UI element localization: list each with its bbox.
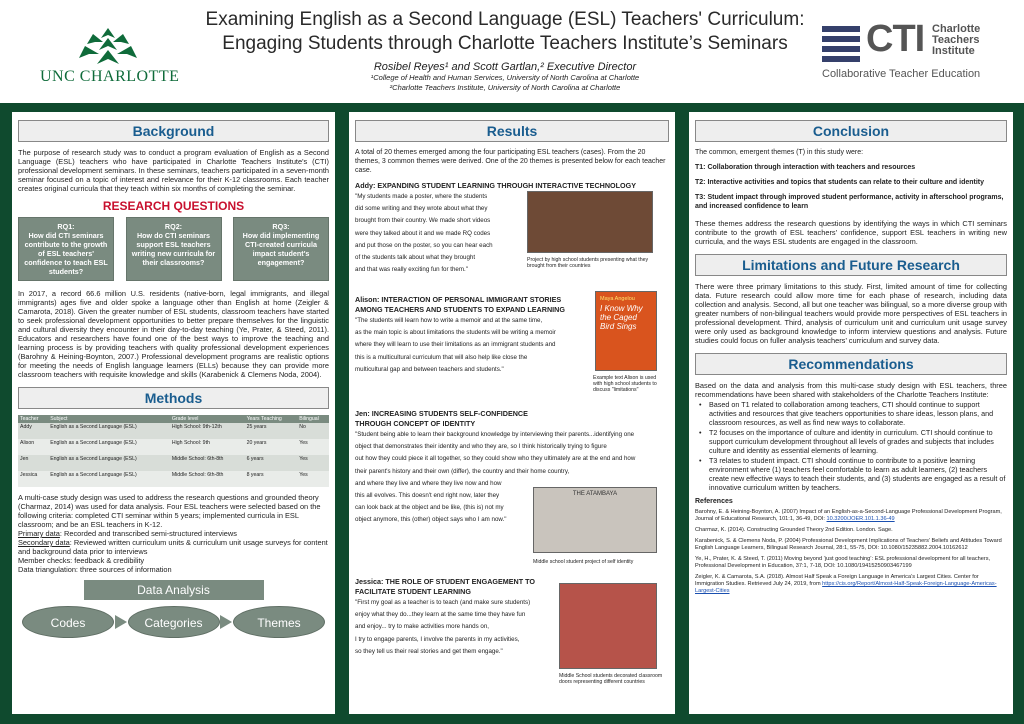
rq-text: How did implementing CTI-created curricula impact student's engagement?: [242, 231, 320, 267]
reference-text: Barohny, E. & Heining-Boynton, A. (2007) Impact of an English-as-a-Second-Language Professional Development Program, Journal of Educational Research, 101:1, 36-49, DOI:: [695, 509, 1002, 522]
table-header: Grade level: [170, 415, 245, 423]
quote-line: can look back at the object and be like, (this is) not my: [355, 504, 504, 512]
methods-paragraph: A multi-case study design was used to address the research questions and grounded theory (Charmaz, 2014) was used for data analysis. Four ESL teachers were selected based on the following criteria: completed CTI seminar within 5 years; implemented curricula in ESL classroom; and be an ESL teachers in K-12.: [18, 493, 321, 529]
rq-label: RQ3:: [272, 222, 290, 231]
table-row: [18, 423, 329, 439]
table-cell: Yes: [297, 439, 329, 455]
table-cell: Addy: [18, 423, 48, 439]
data-analysis-heading: Data Analysis: [84, 580, 264, 600]
quote-line: multicultural gap and between teachers and students.": [355, 365, 504, 373]
quote-line: out how they could piece it all together, so they could show who they ultimately are at the end and how: [355, 455, 636, 463]
table-cell: Jessica: [18, 471, 48, 487]
photo-caption: Middle school student project of self identity: [533, 559, 634, 565]
quote-line: and where they live and where they live now and how: [355, 479, 502, 487]
case-title: Addy: EXPANDING STUDENT LEARNING THROUGH INTERACTIVE TECHNOLOGY: [355, 181, 636, 190]
recommendation-bullet: • Based on T1 related to collaboration among teachers, CTI should continue to support activities and resources that give teachers opportunities to share ideas, lesson plans, and classroom resources, as well as find new ways to collaborate.: [695, 400, 1007, 427]
book-caption: Example text Alison is used with high school students to discuss "limitations": [593, 375, 657, 393]
reference-link[interactable]: 10.3200/JOER.101.1.36-49: [826, 516, 895, 522]
quote-line: did some writing and they wrote about what they: [355, 205, 488, 213]
photo-label: THE ATAMBAYA: [572, 491, 618, 497]
limitations-text: There were three primary limitations to this study. First, limited amount of time for collecting data. Future research could allow more time for each phase of research, including data collection and analysis. Second, all but one teacher was bilingual, so a more diverse group with greater numbers of non-bilingual teachers would provide more perspectives of ESL teachers in professional development. Third, analysis of curriculum unit and curriculum unit usage survey were only used as background knowledge to inform interview questions and analysis. Future studies could focus on fuller analysis teachers’ curriculum and survey data.: [695, 282, 1007, 345]
rq-text: How did CTI seminars contribute to the growth of ESL teachers' confidence to teach ESL students?: [24, 231, 108, 276]
background-paragraph-1: The purpose of research study was to conduct a program evaluation of English as a Second Language (ESL) teachers who have participated in Charlotte Teachers Institute's (CTI) professional development seminars. In these seminars, teachers participated in a seven-month seminar focused on a topic of interest and relevance for their K-12 classrooms. Each teacher creates original curricula that they teach within six months of completing the seminar.: [18, 148, 329, 193]
recommendation-bullet: • T2 focuses on the importance of culture and identity in curriculum. CTI should continue to support curriculum development throughout all levels of grades and subjects that includes culture and identity as essential elements of learning.: [695, 428, 1007, 455]
arrow-right-icon: [220, 615, 232, 629]
quote-line: this all evolves. This doesn't end right now, later they: [355, 492, 500, 500]
theme-item: [695, 193, 1007, 211]
case-addy: [355, 181, 669, 289]
theme-text: Student impact through improved student performance, activity in afterschool programs, and increased confidence to learn: [695, 194, 1004, 210]
quote-line: as the main topic is about limitations the students will be writing a memoir: [355, 329, 556, 337]
rq-box: [233, 217, 329, 281]
arrow-right-icon: [115, 615, 127, 629]
table-cell: 6 years: [245, 455, 298, 471]
rq-label: RQ1:: [57, 222, 75, 231]
table-cell: 8 years: [245, 471, 298, 487]
secondary-data-text: : Reviewed written curriculum units & curriculum unit usage surveys for content and background data prior to interviews: [18, 538, 328, 556]
rq-box: [126, 217, 222, 281]
reference-text: Karabenick, S. & Clemens Noda, P. (2004) Professional Development Implications of Teachers’ Beliefs and Attitudes Toward English Language Learners, Bilingual Research Journal, 28:1, 55-75, DOI: 10.1080/15235882.2004.10162612: [695, 538, 1002, 551]
middle-column: [349, 112, 675, 714]
title-block: [200, 8, 810, 93]
authors: Rosibel Reyes¹ and Scott Gartlan,² Executive Director: [373, 61, 637, 73]
table-cell: English as a Second Language (ESL): [48, 455, 170, 471]
affiliation-1: ¹College of Health and Human Services, University of North Carolina at Charlotte: [370, 73, 640, 82]
cti-letters: CTI: [866, 18, 925, 60]
poster-header: [0, 0, 1024, 103]
left-column: [12, 112, 335, 714]
cti-name-line: Charlotte: [932, 23, 981, 35]
table-cell: Jen: [18, 455, 48, 471]
table-cell: High School: 9th: [170, 439, 245, 455]
conclusion-heading: Conclusion: [695, 120, 1007, 142]
reference-text: Zeigler, K. & Camarota, S.A. (2018). Almost Half Speak a Foreign Language in America’s Largest Cities. Center for Immigration Studies. Retrieved July 24, 2019, from: [695, 574, 979, 587]
crown-icon: [73, 26, 143, 66]
rq-label: RQ2:: [164, 222, 183, 231]
cti-name: [932, 24, 980, 57]
affiliation-2: ²Charlotte Teachers Institute, University of North Carolina at Charlotte: [389, 83, 621, 92]
cti-subtitle: Collaborative Teacher Education: [822, 68, 981, 80]
case-title: Jen: INCREASING STUDENTS SELF-CONFIDENCE THROUGH CONCEPT OF IDENTITY: [355, 409, 528, 428]
table-cell: Middle School: 6th-8th: [170, 471, 245, 487]
quote-line: I try to engage parents, I involve the parents in my activities,: [355, 635, 520, 643]
reference-link[interactable]: https://cis.org/Report/Almost-Half-Speak-Foreign-Language-Americas-Largest-Cities: [695, 581, 997, 594]
case-title: Alison: INTERACTION OF PERSONAL IMMIGRANT STORIES AMONG TEACHERS AND STUDENTS TO EXPAND LEARNING: [355, 295, 565, 314]
recommendation-bullet: • T3 relates to student impact. CTI should continue to contribute to a positive learning environment where (1) teachers feel comfortable to learn as adult learners, (2) teachers create new effective ways to teach their students, and (3) students are engaged as a result of innovative curriculum written by teachers.: [695, 456, 1007, 492]
identity-project-photo: [533, 487, 657, 553]
quote-line: this is a multicultural curriculum that will also help like close the: [355, 353, 528, 361]
table-header: Subject: [48, 415, 170, 423]
table-cell: 20 years: [245, 439, 298, 455]
recommendations-heading: Recommendations: [695, 353, 1007, 375]
case-alison: [355, 295, 669, 403]
case-jessica: [355, 577, 669, 697]
reference-item: [695, 509, 1007, 523]
data-triangulation: Data triangulation: three sources of information: [18, 565, 172, 574]
secondary-data: [18, 538, 329, 556]
theme-label: T2:: [695, 179, 706, 186]
photo-caption: Middle School students decorated classroom doors representing different countries: [559, 673, 663, 685]
cti-bars-icon: [822, 26, 860, 66]
quote-line: "First my goal as a teacher is to teach (and make sure students): [355, 599, 531, 606]
quote-line: were they talked about it and we made RQ codes: [355, 229, 491, 237]
reference-item: [695, 574, 1007, 595]
classroom-door-photo: [559, 583, 657, 669]
table-cell: Alison: [18, 439, 48, 455]
theme-text: Collaboration through interaction with teachers and resources: [707, 164, 916, 171]
table-cell: English as a Second Language (ESL): [48, 439, 170, 455]
quote-line: where they will learn to use their limitations as an immigrant students and: [355, 341, 556, 349]
primary-data: [18, 529, 329, 538]
poster-title-line-2: Engaging Students through Charlotte Teachers Institute’s Seminars: [222, 33, 788, 54]
poster-project-photo: [527, 191, 653, 253]
theme-label: T1:: [695, 164, 706, 171]
categories-step: Categories: [128, 606, 220, 638]
reference-item: [695, 527, 1007, 534]
theme-item: [695, 178, 1007, 187]
primary-data-label: Primary data: [18, 529, 60, 538]
reference-text: Ye, H., Prater, K. & Steed, T. (2011) Moving beyond ‘just good teaching’: ESL professional development for all teachers, Professional Development in Education, 37:1, 7-18, DOI: 10.1080/19415250903467199: [695, 556, 991, 569]
cti-name-line: Teachers: [932, 34, 980, 46]
table-cell: Yes: [297, 471, 329, 487]
background-paragraph-2: In 2017, a record 66.6 million U.S. residents (native-born, legal immigrants, and illegal immigrants) ages five and older spoke a language other than English at home (Zeigler & Camarota, 2018). Given the greater number of ESL students, classroom teachers have started to seek professional development opportunities to better prepare themselves for the linguistic and cultural diversity they encounter in their day-to-day teaching (Ye, Prater, & Steed, 2011). Educators and researchers have found one of the best ways to improve the teaching and learning process is by providing teachers with quality professional development experiences (Barohny & Heining-Boynton, 2007.) Professional development programs are realistic options for meeting the needs of English language learners (ELLs) because they can provide more classroom teachers with requisite knowledge and skills (Karabenick & Clemens Noda, 2004).: [18, 289, 329, 379]
table-cell: English as a Second Language (ESL): [48, 423, 170, 439]
cti-name-line: Institute: [932, 45, 975, 57]
poster-title-line-1: Examining English as a Second Language (ESL) Teachers' Curriculum:: [205, 9, 805, 30]
results-intro: A total of 20 themes emerged among the four participating ESL teachers (cases). From the 20 themes, 3 common themes were derived. One of the 20 themes is presented below for each teacher case.: [355, 149, 666, 174]
table-cell: 25 years: [245, 423, 298, 439]
case-quote: [355, 191, 523, 276]
reference-item: [695, 538, 1007, 552]
table-row: [18, 439, 329, 455]
case-jen: [355, 409, 669, 571]
theme-item: [695, 163, 1007, 172]
codes-step: Codes: [22, 606, 114, 638]
member-checks: Member checks: feedback & credibility: [18, 556, 145, 565]
quote-line: enjoy what they do...they learn at the same time they have fun: [355, 611, 526, 619]
quote-line: so they tell us their real stories and get them engage.": [355, 647, 503, 655]
primary-data-text: : Recorded and transcribed semi-structured interviews: [59, 529, 237, 538]
quote-line: and enjoy... try to make activities more hands on,: [355, 623, 490, 631]
quote-line: and put those on the poster, so you can hear each: [355, 241, 493, 249]
quote-line: object anymore, this (other) object says who I am now.": [355, 516, 507, 524]
table-row: [18, 455, 329, 471]
reference-text: Charmaz, K. (2014). Constructing Grounded Theory 2nd Edition. London. Sage.: [695, 527, 893, 533]
case-title: Jessica: THE ROLE OF STUDENT ENGAGEMENT TO FACILITATE STUDENT LEARNING: [355, 577, 535, 596]
case-quote: [355, 597, 551, 658]
research-questions: [18, 217, 329, 281]
book-author: Maya Angelou: [600, 296, 635, 302]
theme-label: T3:: [695, 194, 706, 201]
table-cell: Middle School: 6th-8th: [170, 455, 245, 471]
data-analysis-flow: [18, 606, 329, 638]
unc-logo-text: UNC CHARLOTTE: [40, 68, 180, 85]
secondary-data-label: Secondary data: [18, 538, 70, 547]
quote-line: their parent's history and their own (differ), the country and their home country,: [355, 467, 570, 475]
table-cell: English as a Second Language (ESL): [48, 471, 170, 487]
table-header: Teacher: [18, 415, 48, 423]
cti-logo: [822, 18, 1002, 84]
book-title: I Know Why the Caged Bird Sings: [600, 304, 643, 331]
quote-line: object that demonstrates their identity and who they are, so I think historically trying to figure: [355, 443, 607, 451]
table-header: Years Teaching: [245, 415, 298, 423]
unc-charlotte-logo: [40, 26, 180, 86]
right-column: [689, 112, 1013, 714]
table-header: Bilingual: [297, 415, 329, 423]
teacher-table: [18, 415, 329, 487]
references-heading: References: [695, 498, 733, 505]
rq-text: How do CTI seminars support ESL teachers writing new curricula for their classrooms?: [131, 231, 216, 267]
research-questions-title: RESEARCH QUESTIONS: [102, 199, 245, 213]
recommendations-intro: Based on the data and analysis from this multi-case study design with ESL teachers, three recommendations have been shared with stakeholders of the Charlotte Teachers Institute:: [695, 381, 1007, 399]
photo-caption: Project by high school students presenting what they brought from their countries: [527, 257, 649, 269]
quote-line: of the students talk about what they brought: [355, 254, 476, 262]
quote-line: brought from their country. We made short videos: [355, 217, 491, 225]
book-cover-image: [595, 291, 657, 371]
methods-heading: Methods: [18, 387, 329, 409]
conclusion-intro: The common, emergent themes (T) in this study were:: [695, 149, 864, 156]
table-cell: Yes: [297, 455, 329, 471]
background-heading: Background: [18, 120, 329, 142]
limitations-heading: Limitations and Future Research: [695, 254, 1007, 276]
theme-text: Interactive activities and topics that students can relate to their culture and identity: [707, 179, 985, 186]
quote-line: and that was really exciting fun for them.": [355, 266, 468, 274]
results-heading: Results: [355, 120, 669, 142]
quote-line: "My students made a poster, where the students: [355, 193, 488, 200]
themes-step: Themes: [233, 606, 325, 638]
table-row: [18, 471, 329, 487]
quote-line: "The students will learn how to write a memoir and at the same time,: [355, 317, 543, 324]
case-quote: [355, 315, 587, 376]
table-cell: No: [297, 423, 329, 439]
reference-item: [695, 556, 1007, 570]
conclusion-summary: These themes address the research questions by identifying the ways in which CTI seminars contribute to the growth of ESL teachers’ confidence, support ESL teachers in writing new curricula, and the ways ESL students are engaged in the classroom.: [695, 219, 1007, 246]
quote-line: "Student being able to learn their background knowledge by interviewing their parents...identifying one: [355, 431, 635, 438]
rq-box: [18, 217, 114, 281]
table-cell: High School: 9th-12th: [170, 423, 245, 439]
